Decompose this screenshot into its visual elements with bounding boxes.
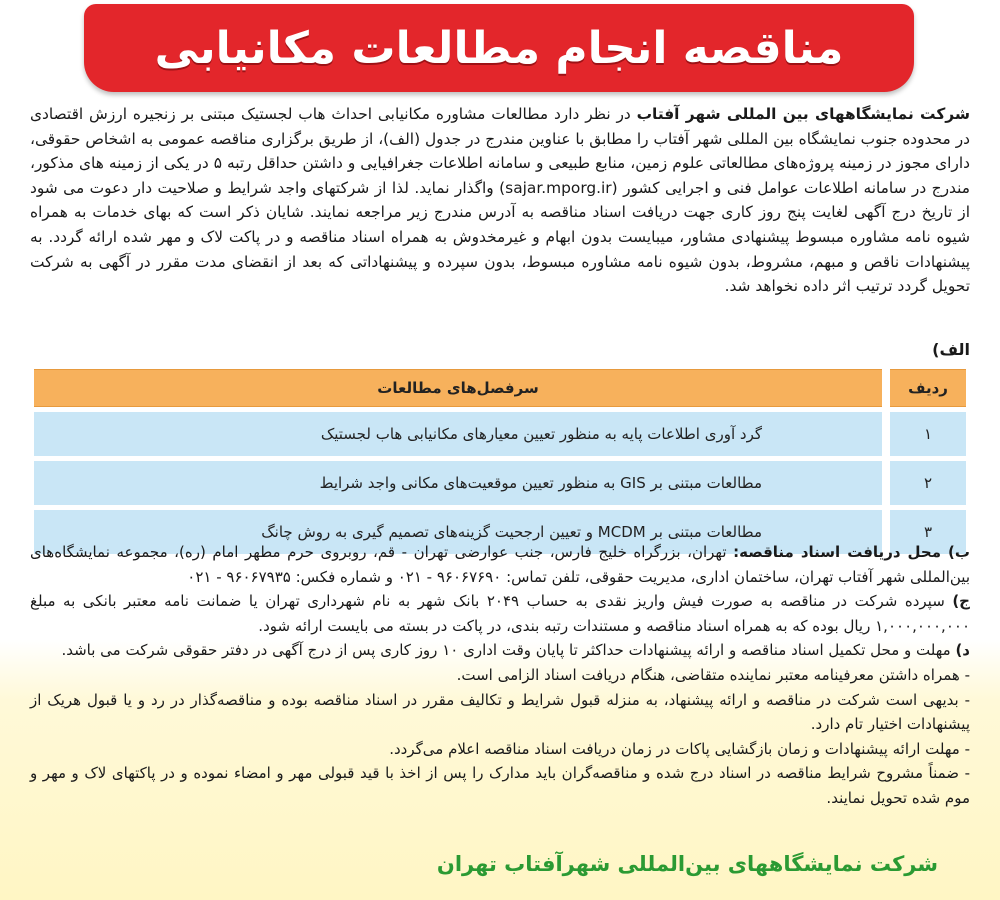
bullet-item: - مهلت ارائه پیشنهادات و زمان بازگشایی پاکات در زمان دریافت اسناد مناقصه اعلام می‌گردد. — [389, 739, 970, 758]
table-row — [34, 461, 966, 505]
section-d-label: د) — [955, 641, 970, 660]
bullet-item: - ضمناً مشروح شرایط مناقصه در اسناد درج شده و مناقصه‌گران باید مدارک را پس از اخذ با قید قبولی مهر و امضاء نموده و در پاکتهای لاک و مهر و موم شده تحویل نمایند. — [30, 764, 970, 807]
row-title: مطالعات مبتنی بر MCDM و تعیین ارجحیت گزینه‌های تصمیم گیری به روش چانگ — [34, 510, 882, 554]
header-study-title: سرفصل‌های مطالعات — [34, 369, 882, 407]
row-number: ۱ — [890, 412, 966, 456]
studies-table — [34, 364, 966, 559]
details-section — [30, 540, 970, 811]
row-title: مطالعات مبتنی بر GIS به منظور تعیین موقعیت‌های مکانی واجد شرایط — [34, 461, 882, 505]
row-number: ۲ — [890, 461, 966, 505]
row-number: ۳ — [890, 510, 966, 554]
intro-text: در نظر دارد مطالعات مشاوره مکانیابی احداث هاب لجستیک مبتنی بر زنجیره ارزش اقتصادی در محدوده جنوب نمایشگاه بین المللی شهر آفتاب را مطابق با عناوین مندرج در جدول (الف)، از طریق برگزاری مناقصه عمومی به اشخاص حقوقی، دارای مجوز در زمینه پروژه‌های مطالعاتی علوم زمین، منابع طبیعی و سامانه اطلاعات جغرافیایی و داشتن حداقل رتبه ۵ در یکی از زمینه های مذکور، مندرج در سامانه اطلاعات عوامل فنی و اجرایی کشور (sajar.mporg.ir) واگذار نماید. لذا از شرکتهای واجد شرایط و صلاحیت دار دعوت می شود از تاریخ درج آگهی لغایت پنج روز کاری جهت دریافت اسناد مناقصه به آدرس مندرج زیر مراجعه نمایند. شایان ذکر است که بهای خدمات به همراه شیوه نامه مشاوره مبسوط پیشنهادی مشاور، میبایست بدون ابهام و غیرمخدوش به همراه اسناد مناقصه و در پاکت لاک و مهر شده ارائه گردد. به پیشنهادات ناقص و مبهم، مشروط، بدون شیوه نامه مشاوره مبسوط، بدون سپرده و پیشنهاداتی که بعد از انقضای مدت مقرر در آگهی به شرکت تحویل گردد ترتیب اثر داده نخواهد شد. — [30, 105, 970, 296]
bullet-item: - بدیهی است شرکت در مناقصه و ارائه پیشنهاد، به منزله قبول شرایط و تکالیف مقرر در اسناد مناقصه بوده و مناقصه‌گذار در رد و یا قبول هریک از پیشنهادات اختیار تام دارد. — [30, 690, 970, 734]
row-title: گرد آوری اطلاعات پایه به منظور تعیین معیارهای مکانیابی هاب لجستیک — [34, 412, 882, 456]
section-j — [30, 589, 970, 638]
section-b-label: ب) محل دریافت اسناد مناقصه: — [733, 543, 970, 561]
company-name: شرکت نمایشگاههای بین المللی شهر آفتاب — [636, 105, 970, 123]
bullet-item: - همراه داشتن معرفینامه معتبر نماینده متقاضی، هنگام دریافت اسناد الزامی است. — [456, 665, 970, 684]
title-banner — [84, 4, 914, 92]
section-b-text: تهران، بزرگراه خلیج فارس، جنب عوارضی تهران - قم، روبروی حرم مطهر امام (ره)، مجموعه نمایشگاه‌های بین‌المللی شهر آفتاب تهران، ساختمان اداری، مدیریت حقوقی، تلفن تماس: ۹۶۰۶۷۶۹۰ - ۰۲۱ و شماره فکس: ۹۶۰۶۷۹۳۵ - ۰۲۱ — [30, 543, 970, 586]
section-d — [30, 638, 970, 663]
intro-paragraph — [30, 102, 970, 299]
header-row-number: ردیف — [890, 369, 966, 407]
section-j-label: ج) — [952, 592, 970, 611]
table-label: الف) — [932, 340, 970, 359]
section-d-text: مهلت و محل تکمیل اسناد مناقصه و ارائه پیشنهادات حداکثر تا پایان وقت اداری ۱۰ روز کاری پس از درج آگهی در دفتر حقوقی شرکت می باشد. — [61, 641, 956, 660]
table-row — [34, 412, 966, 456]
section-b — [30, 540, 970, 589]
section-j-text: سپرده شرکت در مناقصه به صورت فیش واریز نقدی به حساب ۲۰۴۹ بانک شهر به نام شهرداری تهران یا ضمانت نامه معتبر بانکی به مبلغ ۱,۰۰۰,۰۰۰,۰۰۰ ریال بوده که به همراه اسناد مناقصه و مستندات رتبه بندی، در پاکت در بسته می بایست ارائه شود. — [30, 592, 970, 635]
table-header-row — [34, 369, 966, 407]
footer-company-name: شرکت نمایشگاههای بین‌المللی شهرآفتاب تهران — [436, 852, 938, 876]
page-title: مناقصه انجام مطالعات مکانیابی — [154, 22, 844, 74]
